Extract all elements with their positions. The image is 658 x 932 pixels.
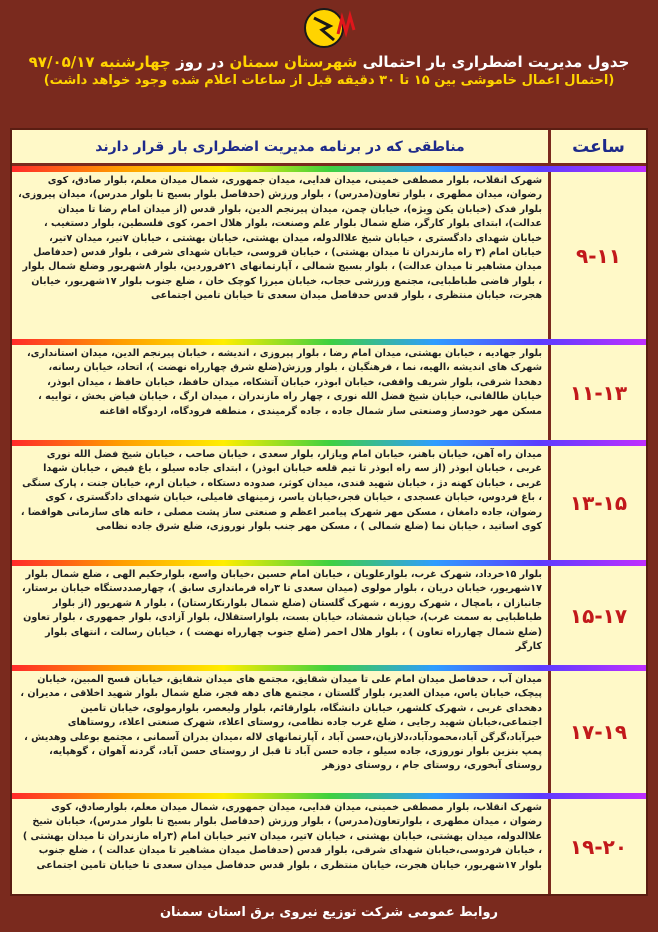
table-row — [12, 446, 646, 560]
table-header-row — [12, 130, 646, 166]
row-areas: شهرک انقلاب، بلوار مصطفی خمینی، میدان فدایی، میدان جمهوری، شمال میدان معلم، بلوار صادق، کوی رضوان، میدان مطهری ، بلوار تعاون(مدرس) ، بلوار ورزش (حدفاصل بلوار بسیج تا بلوار مدرس)، میدان پیروزی، بلوار فدک (خیابان یکن ویژه)، خیابان چمن، میدان پیرنجم الدین، بلوار قدس (از میدان امام رضا تا میدان عدالت)، ابتدای بلوار کارگر، ضلع شمال بلوار علم وصنعت، بلوار هلال احمر، کوی فلسطین، بلوار دستغیب ، خیابان شهدای دادگستری ، خیابان شیخ علاالدوله، میدان بهشتی، خیابان بهشتی ، خیابان ۷تیر، میدان ۷تیر، خیابان امام (۳ راه مازندران تا میدان بهشتی) ، خیابان قروسی، خیابان شهدای شرقی ، بلوار قدس (حدفاصل میدان مشاهیر تا میدان عدالت) ، بلوار بسیج شمالی ، آپارتمانهای ۲۱فروردین، بلوار ۸شهریور وضلع شمال بلوار ، بلوار قاضی طباطبایی، مجتمع ورزشی حجاب، خیابان میرزا کوچک خان ، ضلع جنوب بلوار ۱۷شهریور، خیابان هجرت، خیابان منتظری ، بلوار قدس حدفاصل میدان سعدی تا خیابان تامین اجتماعی — [18, 175, 542, 302]
row-time: ۹-۱۱ — [548, 172, 646, 339]
table-row — [12, 566, 646, 665]
row-areas: میدان آب ، حدفاصل میدان امام علی تا میدان شقایق، مجتمع های میدان شقایق، خیابان قسح المبین، خیابان پیچک، خیابان یاس، میدان الغدیر، بلوار گلستان ، مجتمع های دهه فجر، ضلع شمال بلوار شهید اخلاقی ، مدیران ، دهخدای غربی ، شهرک کلشهر، خیابان دانشگاه، بلوارقائم، بلوار ولیعصر، بلوارمولوی، خیابان تامین اجتماعی،خیابان شهید رجایی ، ضلع غرب جاده نظامی، روستای اعلاء، شهرک صنعتی اعلاء، روستاهای خیرآباد،گرگن آباد،محمودآباد،دلازیان،حسن آباد ، آپارتمانهای لاله ،میدان بدران آسمانی ، مجتمع بوعلی وهدیش ، پمپ بنزین بلوار نوروزی، جاده سیلو ، جاده حسن آباد تا قبل از روستای حسن آباد، گردنه آهوان ، گوهپایه، روستای آبخوری، روستای جام ، روستای دوزهر — [20, 674, 542, 772]
table-row — [12, 345, 646, 440]
row-time: ۱۱-۱۳ — [548, 345, 646, 440]
col-areas-header: مناطقی که در برنامه مدیریت اضطراری بار قرار دارند — [95, 139, 465, 155]
row-time: ۱۷-۱۹ — [548, 671, 646, 793]
table-row — [12, 671, 646, 793]
row-areas: بلوار جهادیه ، خیابان بهشتی، میدان امام رضا ، بلوار پیروزی ، اندیشه ، خیابان پیرنجم الدین، میدان استانداری، شهرک های اندیشه ،الهیه، نما ، فرهنگیان ، بلوار ورزش(ضلع شرق چهارراه نهضت )، اتحاد، خیابان رسانه، دهخدا شرقی، بلوار شریف واقفی، خیابان ابوذر، خیابان آتشکاه، میدان حافظ، خیابان حافظ ، میدان ابوذر، خیابان طالقانی، خیابان شیخ فضل الله نوری ، چهار راه مازندران ، میدان ارگ ، خیابان فیاض بخش ، تواییه ، مسکن مهر خودساز وصنعتی ساز شمال جاده ، جاده گرمیندی ، منطقه فرودگاه، اردوگاه اقاغنه — [26, 348, 542, 417]
row-time: ۱۳-۱۵ — [548, 446, 646, 560]
schedule-table — [10, 128, 648, 896]
row-areas: شهرک انقلاب، بلوار مصطفی خمینی، میدان فدایی، میدان جمهوری، شمال میدان معلم، بلوارصادق، کوی رضوان ، میدان مطهری ، بلوارتعاون(مدرس) ، بلوار ورزش (حدفاصل بلوار بسیج تا بلوار مدرس)، خیابان شیخ علاالدوله، میدان بهشتی، خیابان بهشتی ، خیابان ۷تیر، میدان ۷تیر خیابان امام (۳راه مازندران تا میدان بهشتی ) ، خیابان فردوسی،خیابان شهدای شرقی، بلوار قدس (حدفاصل میدان مشاهیر تا میدان عدالت ) ، ضلع جنوب بلوار ۱۷شهریور، خیابان هجرت، خیابان منتظری ، بلوار قدس حدفاصل میدان سعدی تا خیابان تامین اجتماعی — [22, 802, 542, 871]
page-title: جدول مدیریت اضطراری بار احتمالی شهرستان سمنان در روز چهارشنبه ۹۷/۰۵/۱۷ — [28, 53, 630, 71]
table-row — [12, 172, 646, 339]
row-time: ۱۵-۱۷ — [548, 566, 646, 665]
header — [8, 52, 650, 90]
col-time-header: ساعت — [548, 130, 646, 163]
row-time: ۱۹-۲۰ — [548, 799, 646, 894]
row-areas: میدان راه آهن، خیابان باهنر، خیابان امام ویازار، بلوار سعدی ، خیابان صاحب ، خیابان شیخ فضل الله نوری غربی ، خیابان ابوذر (از سه راه ابوذر تا تیم قلعه خیابان ابوذر) ، ابتدای جاده سیلو ، باغ فیض ، خیابان شهدا غربی ، خیابان کهنه دژ ، خیابان شهید قندی، میدان کوثر، صدوده دستکاه ، خیابان ارم، خیابان جنت ، پارک سنگی ، باغ فردوس، خیابان عسجدی ، خیابان فجر،خیابان یاسر، زمینهای فامیلی، خیابان شهدای دادگستری ، کوی رضوان، جاده دامغان ، مسکن مهر شهرک پیامبر اعظم و صنعتی ساز پشت مصلی ، خانه های سازمانی هواقضا ، کوی اساتید ، خیابان نما (ضلع شمالی ) ، مسکن مهر جنب بلوار نوروزی، ضلع شرق جاده نظامی — [20, 449, 542, 533]
table-row — [12, 799, 646, 894]
footer: روابط عمومی شرکت توزیع نیروی برق استان سمنان — [159, 905, 499, 920]
page-subtitle: (احتمال اعمال خاموشی بین ۱۵ تا ۳۰ دقیقه قبل از ساعات اعلام شده وجود خواهد داشت) — [43, 73, 615, 88]
power-company-logo-icon — [302, 4, 356, 52]
row-areas: بلوار ۱۵خرداد، شهرک غرب، بلوارعلویان ، خیابان امام حسین ،خیابان واسع، بلوارحکیم الهی ، ضلع شمال بلوار ۱۷شهریور، خیابان دریان ، بلوار مولوی (میدان سعدی تا ۳راه فرمانداری سابق )، چهارصددستگاه خیابان برستار، جانبازان ، بامچال ، شهرک روزبه ، شهرک گلستان (ضلع شمال بلوارنکارستان) ، بلوار ۸ شهریور (از بلوار طباطبایی به سمت غرب)، خیابان شمشاد، خیابان بست، بلواراستقلال، بلوار آزادی، بلوار جمهوری ، بلوار تعاون (ضلع شمال چهارراه تعاون ) ، بلوار هلال احمر (ضلع جنوب چهارراه نهضت ) ، خیابان رسالت ، انتهای بلوار کارگر — [21, 569, 542, 653]
